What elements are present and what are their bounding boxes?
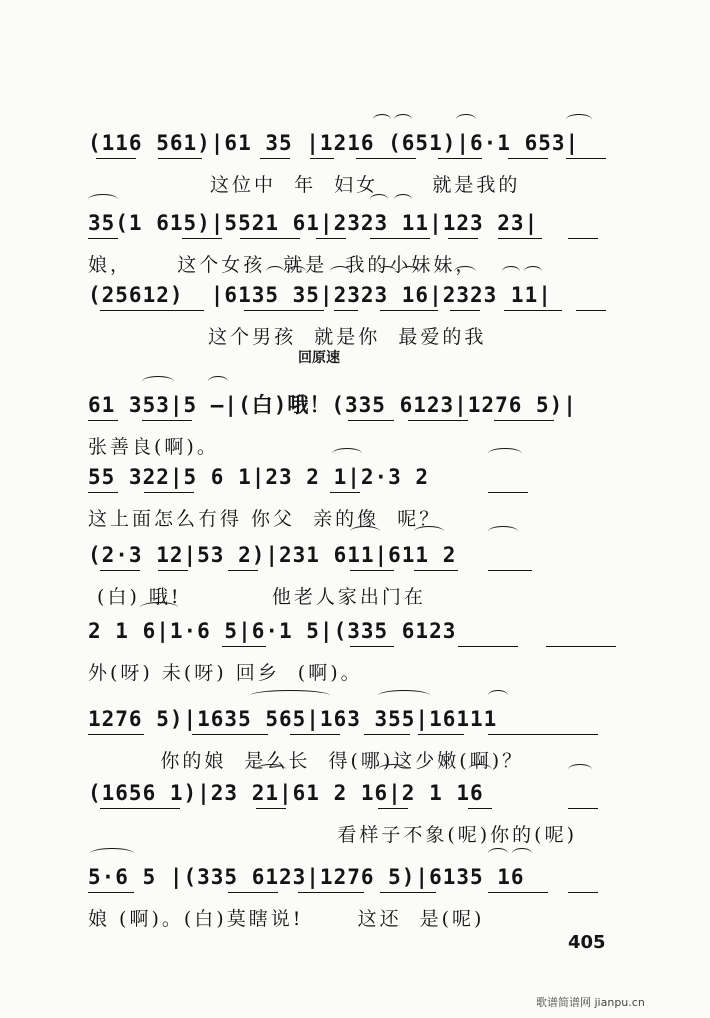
notation-line: (1656 1)|23 21|61 2 16|2 1 16	[88, 781, 484, 805]
score-system	[0, 126, 710, 204]
underlines	[88, 238, 628, 248]
notation-line: 2 1 6|1·6 5|6·1 5|(335 6123	[88, 619, 457, 643]
notation-line: 1276 5)|1635 565|163 355|16111	[88, 707, 498, 731]
underlines	[88, 892, 628, 902]
score-system	[0, 776, 710, 854]
page-number: 405	[568, 932, 606, 953]
lyric-line: 你的娘 是么长 得(哪)这少嫩(啊)？	[88, 750, 525, 772]
underlines	[88, 734, 628, 744]
lyric-line: 张善良(啊)。	[88, 436, 219, 458]
underlines	[88, 310, 628, 320]
tempo-mark: 回原速	[298, 350, 340, 366]
lyric-line: 这位中 年 妇女 就是我的	[210, 174, 521, 196]
score-system	[0, 614, 710, 692]
underlines	[88, 492, 628, 502]
notation-line: (25612) |6135 35|2323 16|2323 11|	[88, 283, 552, 307]
lyric-line: 看样子不象(呢)你的(呢)	[256, 824, 578, 846]
notation-line: (2·3 12|53 2)|231 611|611 2	[88, 543, 457, 567]
notation-line: 61 353|5 –|(白)哦！(335 6123|1276 5)|	[88, 393, 577, 417]
notation-line: 55 322|5 6 1|23 2 1|2·3 2	[88, 465, 430, 489]
lyric-line: (白) 哦! 他老人家出门在	[88, 586, 426, 608]
lyric-line: 娘， 这个女孩 就是 我的小妹妹，	[88, 254, 478, 276]
lyric-line: 外(呀) 未(呀) 回乡 (啊)。	[88, 662, 363, 684]
underlines	[88, 808, 628, 818]
notation-line: 35(1 615)|5521 61|2323 11|123 23|	[88, 211, 539, 235]
lyric-line: 娘 (啊)。(白)莫瞎说! 这还 是(呢)	[88, 908, 485, 930]
underlines	[88, 570, 628, 580]
underlines	[88, 646, 628, 656]
underlines	[88, 420, 628, 430]
score-system	[0, 860, 710, 938]
lyric-line: 这上面怎么冇得 你父 亲的像 呢？	[88, 508, 442, 530]
score-system	[0, 278, 710, 356]
underlines	[88, 158, 628, 168]
lyric-line: 这个男孩 就是你 最爱的我	[172, 326, 487, 348]
notation-line: 5·6 5 |(335 6123|1276 5)|6135 16	[88, 865, 525, 889]
watermark: 歌谱简谱网 jianpu.cn	[536, 996, 645, 1009]
notation-line: (116 561)|61 35 |1216 (651)|6·1 653|	[88, 131, 580, 155]
